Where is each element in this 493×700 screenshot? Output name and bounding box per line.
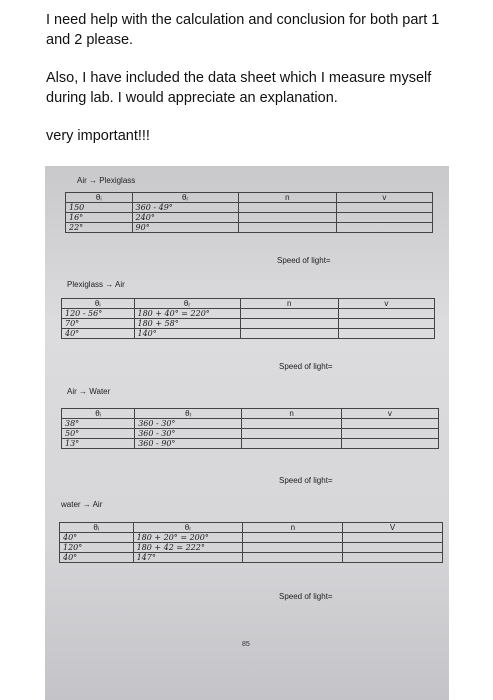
- table-row: 120° 180 + 42 = 222°: [60, 543, 443, 553]
- speed-of-light-label: Speed of light=: [277, 256, 331, 265]
- arrow-right-icon: →: [79, 387, 88, 396]
- table-water-air: θᵢ θᵣ n V 40° 180 + 20° = 200° 120° 180 + 42 = 222° 40° 147°: [59, 522, 443, 563]
- table-row: 40° 180 + 20° = 200°: [60, 533, 443, 543]
- table-plexiglass-air: θᵢ θᵣ n v 120 - 56° 180 + 40° = 220° 70° 180 + 58° 40° 140°: [61, 298, 435, 339]
- section-title-plexiglass-air: Plexiglass → Air: [67, 280, 125, 289]
- table-row: 50° 360 - 30°: [62, 429, 439, 439]
- table-row: 16° 240°: [66, 213, 433, 223]
- question-paragraph-1: I need help with the calculation and conclusion for both part 1 and 2 please.: [46, 12, 440, 48]
- question-text: [46, 10, 466, 164]
- section-title-air-plexiglass: Air → Plexiglass: [77, 176, 136, 185]
- section-title-water-air: water → Air: [61, 500, 103, 509]
- speed-of-light-label: Speed of light=: [279, 592, 333, 601]
- table-row: 40° 140°: [62, 329, 435, 339]
- speed-of-light-label: Speed of light=: [279, 476, 333, 485]
- table-row: 40° 147°: [60, 553, 443, 563]
- table-row: 22° 90°: [66, 223, 433, 233]
- section-title-air-water: Air → Water: [67, 387, 111, 396]
- data-sheet-photo: [45, 166, 449, 700]
- page-number: 85: [242, 641, 250, 648]
- table-row: 13° 360 - 90°: [62, 439, 439, 449]
- table-air-plexiglass: θᵢ θᵣ n v 150 360 - 49° 16° 240° 22° 90°: [65, 192, 433, 233]
- speed-of-light-label: Speed of light=: [279, 362, 333, 371]
- table-row: 150 360 - 49°: [66, 203, 433, 213]
- arrow-right-icon: →: [105, 280, 114, 289]
- table-air-water: θᵢ θᵣ n v 38° 360 - 30° 50° 360 - 30° 13° 360 - 90°: [61, 408, 439, 449]
- table-row: 120 - 56° 180 + 40° = 220°: [62, 309, 435, 319]
- table-row: 38° 360 - 30°: [62, 419, 439, 429]
- arrow-right-icon: →: [89, 176, 98, 185]
- question-paragraph-2: Also, I have included the data sheet which I measure myself during lab. I would appreciate an explanation.: [46, 70, 432, 106]
- table-row: 70° 180 + 58°: [62, 319, 435, 329]
- question-paragraph-3: very important!!!: [46, 128, 150, 144]
- arrow-right-icon: →: [82, 500, 91, 509]
